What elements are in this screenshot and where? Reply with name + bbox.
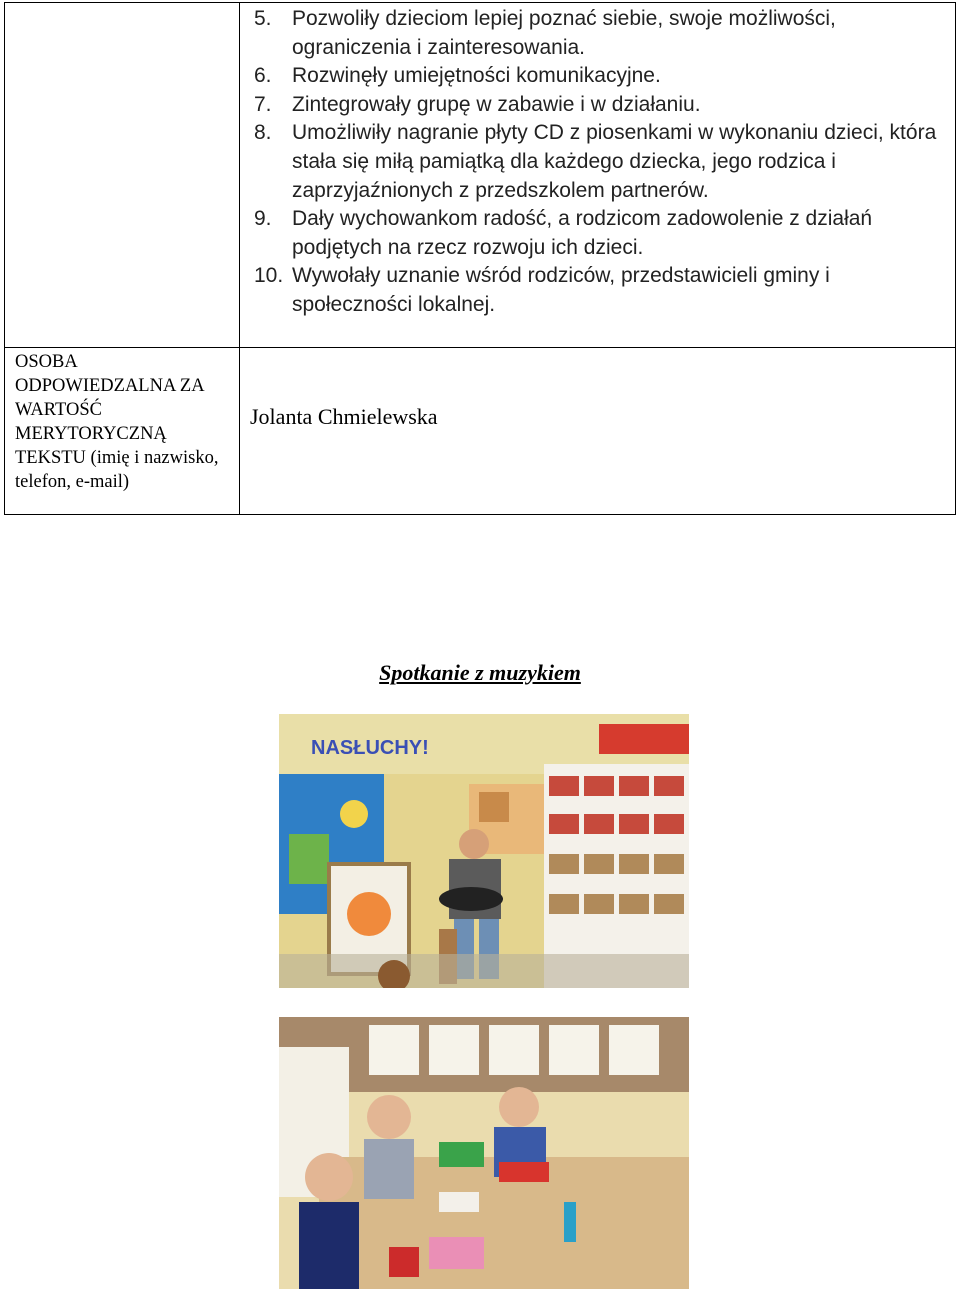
info-table xyxy=(4,2,956,515)
banner-letters: NASŁUCHY! xyxy=(311,737,429,759)
outcomes-cell xyxy=(240,3,955,347)
outcomes-list xyxy=(254,5,945,320)
responsible-value-cell xyxy=(240,348,955,514)
photo-musician xyxy=(279,714,689,988)
outcomes-label-cell xyxy=(5,3,240,347)
photo-children xyxy=(279,1017,689,1289)
section-caption: Spotkanie z muzykiem xyxy=(379,660,581,685)
list-item: 6. Rozwinęły umiejętności komunikacyjne. xyxy=(254,64,661,88)
responsible-row xyxy=(5,348,955,514)
responsible-person: Jolanta Chmielewska xyxy=(250,404,438,429)
responsible-label-cell xyxy=(5,348,240,514)
outcomes-row xyxy=(5,3,955,348)
list-item: 5. Pozwoliły dzieciom lepiej poznać siebie, swoje możliwości, ograniczenia i zainteresowania. xyxy=(254,7,836,59)
responsible-label: OSOBA ODPOWIEDZALNA ZA WARTOŚĆ MERYTORYCZNĄ TEKSTU (imię i nazwisko, telefon, e-mail) xyxy=(15,352,219,492)
list-item: 10. Wywołały uznanie wśród rodziców, przedstawicieli gminy i społeczności lokalnej. xyxy=(254,264,830,316)
list-item: 7. Zintegrowały grupę w zabawie i w działaniu. xyxy=(254,92,701,116)
list-item: 9. Dały wychowankom radość, a rodzicom zadowolenie z działań podjętych na rzecz rozwoju ich dzieci. xyxy=(254,207,873,259)
list-item: 8. Umożliwiły nagranie płyty CD z piosenkami w wykonaniu dzieci, która stała się miłą pamiątką dla każdego dziecka, jego rodzica i zaprzyjaźnionych z przedszkolem partnerów. xyxy=(254,121,937,202)
